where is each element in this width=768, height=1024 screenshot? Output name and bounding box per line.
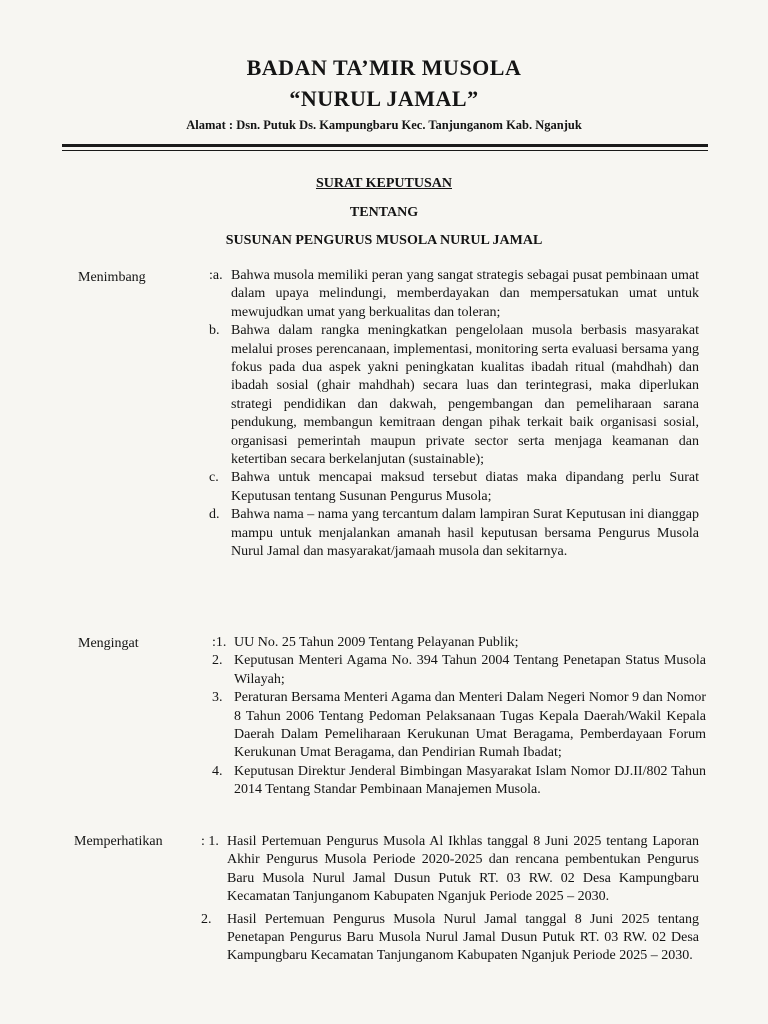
item-marker: 2. [212,653,223,669]
item-marker: d. [209,507,220,523]
item-text: UU No. 25 Tahun 2009 Tentang Pelayanan Publik; [234,635,519,650]
section-label-menimbang: Menimbang [78,270,146,285]
document-title: SURAT KEPUTUSAN [315,176,452,191]
document-subtitle: TENTANG [349,205,419,220]
item-text: Hasil Pertemuan Pengurus Musola Nurul Jamal tanggal 8 Juni 2025 tentang Penetapan Pengurus Baru Musola Nurul Jamal Dusun Putuk RT. 03 RW. 02 Desa Kampungbaru Kecamatan Tanjunganom Kabupaten Nganjuk Periode 2025 – 2030. [227,911,699,964]
list-item [212,634,706,652]
section-memperhatikan [201,833,699,966]
letterhead-rule-thick [62,144,708,147]
item-text: Bahwa nama – nama yang tercantum dalam lampiran Surat Keputusan ini dianggap mampu untuk menjalankan amanah hasil keputusan bersama Pengurus Musola Nurul Jamal dan masyarakat/jamaah musola dan sekitarnya. [231,507,699,560]
item-text: Keputusan Menteri Agama No. 394 Tahun 2004 Tentang Penetapan Status Musola Wilayah; [234,653,706,687]
section-label-mengingat: Mengingat [78,636,139,651]
document-topic: SUSUNAN PENGURUS MUSOLA NURUL JAMAL [225,233,543,248]
item-text: Bahwa untuk mencapai maksud tersebut diatas maka dipandang perlu Surat Keputusan tentang Susunan Pengurus Musola; [231,470,699,504]
item-text: Peraturan Bersama Menteri Agama dan Menteri Dalam Negeri Nomor 9 dan Nomor 8 Tahun 2006 Tentang Pedoman Pelaksanaan Tugas Kepala Daerah/Wakil Kepala Daerah Dalam Pemeliharaan Kerukunan Umat Beragama, Pemberdayaan Forum Kerukunan Umat Beragama, dan Pendirian Rumah Ibadat; [234,690,706,761]
list-item [201,833,699,907]
list-item [201,911,699,966]
list-item [212,763,706,800]
list-item [209,322,699,469]
list-item [212,689,706,763]
organization-name: BADAN TA’MIR MUSOLA [246,55,522,80]
list-item [212,652,706,689]
musola-name: “NURUL JAMAL” [289,86,479,111]
section-mengingat [212,634,706,800]
item-marker: :1. [212,635,227,650]
item-marker: :a. [209,268,223,283]
item-marker: c. [209,470,219,486]
section-label-memperhatikan: Memperhatikan [74,834,163,849]
section-menimbang [209,267,699,562]
item-marker: 2. [201,911,212,927]
item-marker: 3. [212,690,223,706]
list-item [209,469,699,506]
letterhead-rule-thin [62,150,708,151]
item-text: Hasil Pertemuan Pengurus Musola Al Ikhlas tanggal 8 Juni 2025 tentang Laporan Akhir Pengurus Musola Periode 2020-2025 dan rencana pembentukan Pengurus Baru Musola Nurul Jamal Dusun Putuk RT. 03 RW. 02 Desa Kampungbaru Kecamatan Tanjunganom Kabupaten Nganjuk Periode 2025 – 2030. [227,834,699,905]
item-text: Bahwa musola memiliki peran yang sangat strategis sebagai pusat pembinaan umat dalam upaya melindungi, memberdayakan dan mempersatukan umat untuk mewujudkan umat yang berkualitas dan toleran; [231,268,699,320]
item-marker: 4. [212,763,223,779]
item-marker: b. [209,323,220,339]
organization-address: Alamat : Dsn. Putuk Ds. Kampungbaru Kec. Tanjunganom Kab. Nganjuk [186,118,582,132]
item-text: Keputusan Direktur Jenderal Bimbingan Masyarakat Islam Nomor DJ.II/802 Tahun 2014 Tentang Standar Pembinaan Manajemen Musola. [234,763,706,798]
list-item [209,506,699,561]
list-item [209,267,699,322]
item-text: Bahwa dalam rangka meningkatkan pengelolaan musola berbasis masyarakat melalui proses perencanaan, implementasi, monitoring serta evaluasi bersama yang fokus pada dua aspek yakni peningkatan kualitas ibadah ritual (mahdhah) dan ibadah sosial (ghair mahdhah) secara luas dan terintegrasi, maka diperlukan strategi pendidikan dan dakwah, pengembangan dan pemeliharaan sarana pendukung, membangun kemitraan dengan pihak terkait baik organisasi sosial, organisasi pemerintah maupun private sector serta menjaga keamanan dan ketertiban secara berkelanjutan (sustainable); [231,323,699,468]
item-marker: : 1. [201,834,219,849]
